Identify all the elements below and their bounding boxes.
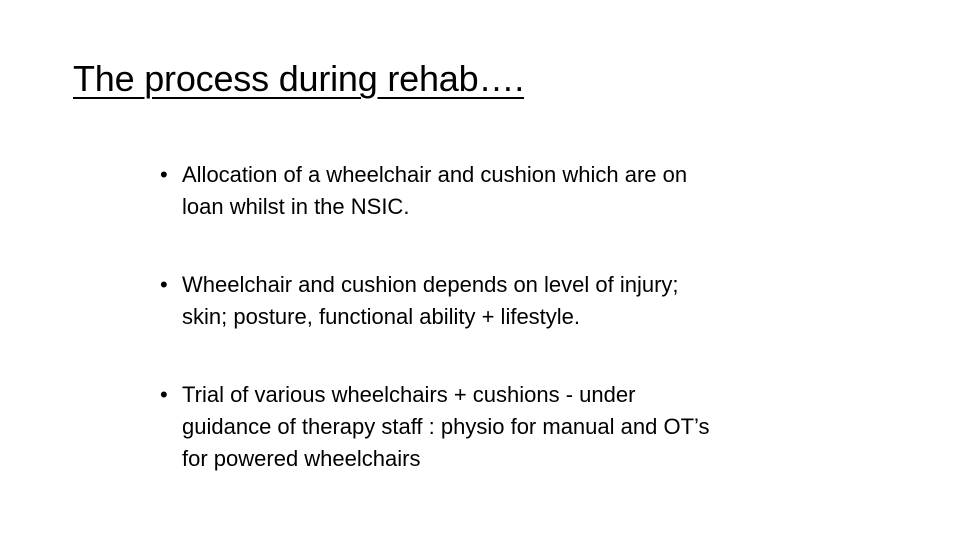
bullet-line: for powered wheelchairs <box>182 446 421 471</box>
slide-title: The process during rehab…. <box>73 58 525 99</box>
bullet-line: skin; posture, functional ability + lifestyle. <box>182 304 581 329</box>
bullet-line: guidance of therapy staff : physio for manual and OT’s <box>182 414 710 439</box>
bullet-line: Allocation of a wheelchair and cushion which are on <box>182 162 688 187</box>
bullet-item <box>160 379 820 475</box>
bullet-icon: • <box>160 162 168 187</box>
bullet-item <box>160 159 820 223</box>
bullet-line: loan whilst in the NSIC. <box>182 194 410 219</box>
bullet-line: Wheelchair and cushion depends on level of injury; <box>182 272 679 297</box>
bullet-icon: • <box>160 272 168 297</box>
bullet-icon: • <box>160 382 168 407</box>
bullet-line: Trial of various wheelchairs + cushions - under <box>182 382 636 407</box>
bullet-item <box>160 269 820 333</box>
bullet-list <box>160 159 820 475</box>
